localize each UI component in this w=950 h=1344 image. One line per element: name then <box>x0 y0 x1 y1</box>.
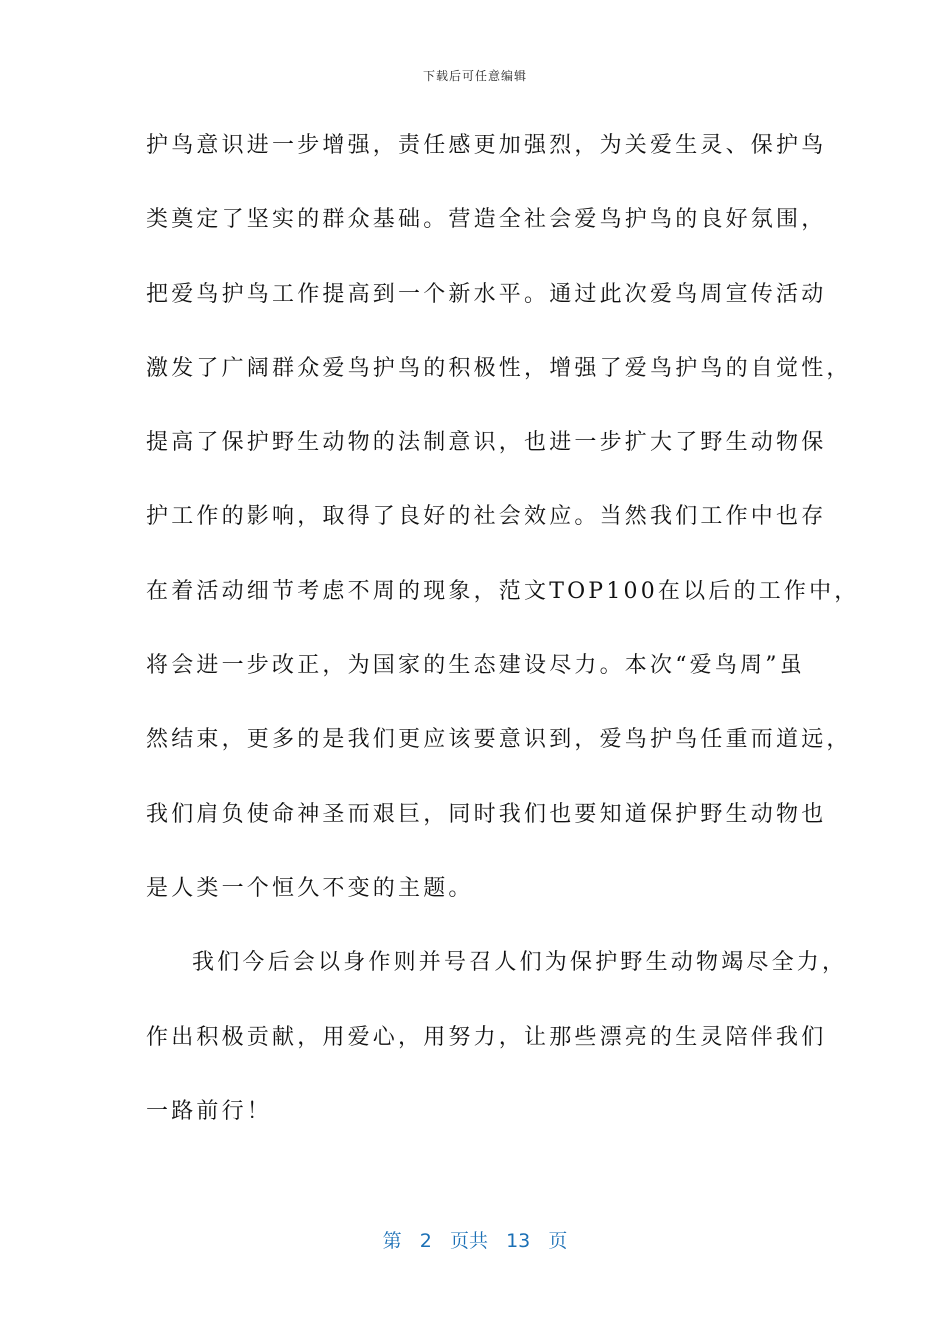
document-body <box>146 124 860 1164</box>
paragraph-start-line: 我们今后会以身作则并号召人们为保护野生动物竭尽全力， <box>192 950 848 976</box>
text-line: 一路前行！ <box>146 1098 273 1124</box>
text-line: 我们肩负使命神圣而艰巨，同时我们也要知道保护野生动物也 <box>146 801 827 827</box>
header-note: 下载后可任意编辑 <box>422 69 527 83</box>
text-line: 类奠定了坚实的群众基础。营造全社会爱鸟护鸟的良好氛围， <box>146 207 827 233</box>
text-line: 在着活动细节考虑不周的现象，范文TOP100在以后的工作中， <box>146 578 860 604</box>
text-line: 作出积极贡献，用爱心，用努力，让那些漂亮的生灵陪伴我们 <box>146 1024 827 1050</box>
text-line: 激发了广阔群众爱鸟护鸟的积极性，增强了爱鸟护鸟的自觉性， <box>146 355 852 381</box>
footer-prefix: 第 <box>382 1230 402 1252</box>
page-number: 2 <box>419 1230 432 1252</box>
text-line: 护工作的影响，取得了良好的社会效应。当然我们工作中也存 <box>146 504 827 530</box>
footer-suffix: 页 <box>548 1230 568 1252</box>
text-line: 是人类一个恒久不变的主题。 <box>146 875 474 901</box>
page-footer <box>0 1226 950 1253</box>
total-pages: 13 <box>506 1230 531 1252</box>
text-line: 把爱鸟护鸟工作提高到一个新水平。通过此次爱鸟周宣传活动 <box>146 281 827 307</box>
text-line: 将会进一步改正，为国家的生态建设尽力。本次“爱鸟周”虽 <box>146 653 805 679</box>
text-line: 提高了保护野生动物的法制意识，也进一步扩大了野生动物保 <box>146 430 827 456</box>
text-line: 护鸟意识进一步增强，责任感更加强烈，为关爱生灵、保护鸟 <box>146 133 827 158</box>
text-line: 然结束，更多的是我们更应该要意识到，爱鸟护鸟任重而道远， <box>146 727 852 753</box>
footer-middle: 页共 <box>449 1230 488 1252</box>
